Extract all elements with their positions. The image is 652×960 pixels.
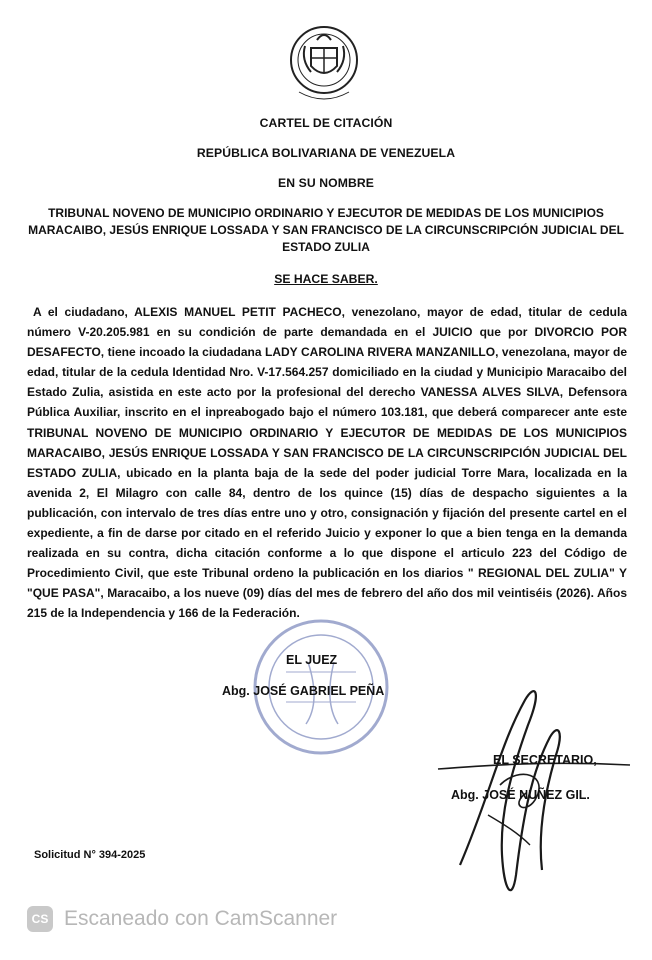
- judge-title: EL JUEZ: [286, 653, 338, 667]
- cartel-title: CARTEL DE CITACIÓN: [259, 116, 393, 130]
- camscanner-logo-icon: CS: [27, 906, 53, 932]
- judge-name: Abg. JOSÉ GABRIEL PEÑA: [222, 684, 385, 698]
- tribunal-heading: TRIBUNAL NOVENO DE MUNICIPIO ORDINARIO Y EJECUTOR DE MEDIDAS DE LOS MUNICIPIOS MARACAIBO, JESÚS ENRIQUE LOSSADA Y SAN FRANCISCO DE LA CIRCUNSCRIPCIÓN JUDICIAL DEL ESTADO ZULIA: [28, 206, 624, 254]
- se-hace-saber-heading: SE HACE SABER.: [274, 272, 378, 286]
- en-su-nombre-heading: EN SU NOMBRE: [278, 176, 374, 190]
- coat-of-arms-seal-icon: [287, 14, 361, 106]
- secretary-title: EL SECRETARIO,: [493, 753, 597, 767]
- citation-body: A el ciudadano, ALEXIS MANUEL PETIT PACHECO, venezolano, mayor de edad, titular de cedula número V-20.205.981 en su condición de parte demandada en el JUICIO que por DIVORCIO POR DESAFECTO, tiene incoado la ciudadana LADY CAROLINA RIVERA MANZANILLO, venezolana, mayor de edad, titular de la cedula Identidad Nro. V-17.564.257 domiciliado en la ciudad y Municipio Maracaibo del Estado Zulia, asistida en este acto por la profesional del derecho VANESSA ALVES SILVA, Defensora Pública Auxiliar, inscrito en el inpreabogado bajo el número 103.181, que deberá comparecer ante este TRIBUNAL NOVENO DE MUNICIPIO ORDINARIO Y EJECUTOR DE MEDIDAS DE LOS MUNICIPIOS MARACAIBO, JESÚS ENRIQUE LOSSADA Y SAN FRANCISCO DE LA CIRCUNSCRIPCIÓN JUDICIAL DEL ESTADO ZULIA, ubicado en la planta baja de la sede del poder judicial Torre Mara, localizada en la avenida 2, El Milagro con calle 84, dentro de los quince (15) días de despacho siguientes a la publicación, con intervalo de tres días entre uno y otro, consignación y fijación del presente cartel en el expediente, a fin de darse por citado en el referido Juicio y exponer lo que a bien tenga en la demanda realizada en su contra, dicha citación conforme a lo que dispone el articulo 223 del Código de Procedimiento Civil, que este Tribunal ordeno la publicación en los diarios " REGIONAL DEL ZULIA" Y "QUE PASA", Maracaibo, a los nueve (09) días del mes de febrero del año dos mil veintiséis (2026). Años 215 de la Independencia y 166 de la Federación.: [27, 305, 627, 621]
- request-number: Solicitud N° 394-2025: [34, 849, 146, 861]
- scanner-watermark: Escaneado con CamScanner: [64, 907, 338, 930]
- republic-heading: REPÚBLICA BOLIVARIANA DE VENEZUELA: [196, 146, 456, 160]
- secretary-name: Abg. JOSÉ NUÑEZ GIL.: [451, 788, 590, 802]
